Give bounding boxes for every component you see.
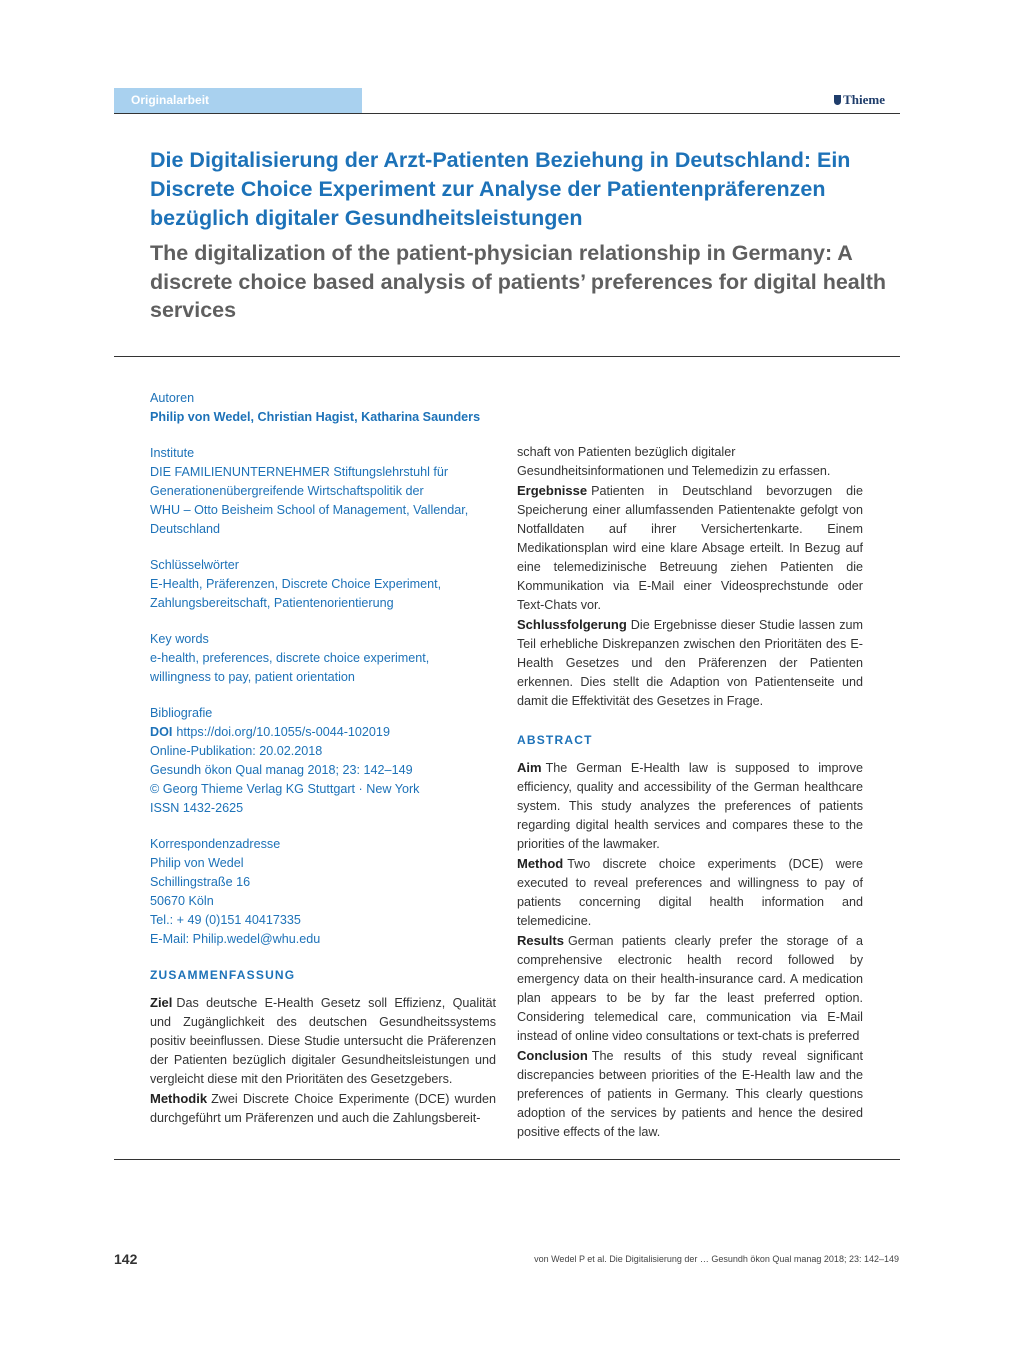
ergebnisse-paragraph xyxy=(517,481,863,615)
keywords-de-block xyxy=(150,556,496,613)
institute-label: Institute xyxy=(150,446,195,460)
methodik-label: Methodik xyxy=(150,1091,208,1106)
ziel-paragraph xyxy=(150,993,496,1089)
keywords-de-line: Zahlungsbereitschaft, Patientenorientierung xyxy=(150,596,394,610)
institute-line: Generationenübergreifende Wirtschaftspolitik der xyxy=(150,484,424,498)
bibliography-label: Bibliografie xyxy=(150,706,213,720)
schlussfolgerung-label: Schlussfolgerung xyxy=(517,617,627,632)
institute-block xyxy=(150,444,496,539)
results-label: Results xyxy=(517,933,564,948)
aim-paragraph xyxy=(517,758,863,854)
method-label: Method xyxy=(517,856,564,871)
ergebnisse-text: Patienten in Deutschland bevorzugen die Speicherung einer allumfassenden Patientenakte gefolgt von Notfalldaten auf ihrer Versichertenkarte. Einem Medikationsplan wird eine klare Absage erteilt. In Bezug auf eine telemedizinische Betreuung ziehen Patienten die Kommunikation via E-Mail einer Videosprechstunde oder Text-Chats vor. xyxy=(517,484,863,612)
section-label: Originalarbeit xyxy=(114,88,362,113)
keywords-en-block xyxy=(150,630,496,687)
correspondence-block xyxy=(150,835,496,949)
ziel-label: Ziel xyxy=(150,995,173,1010)
keywords-en-line: e-health, preferences, discrete choice experiment, xyxy=(150,651,430,665)
left-column xyxy=(150,389,496,1128)
method-text: Two discrete choice experiments (DCE) were executed to reveal preferences and willingness to pay of patients concerning digital health information and telemedicine. xyxy=(517,857,863,928)
results-text: German patients clearly prefer the storage of a comprehensive electronic health record followed by emergency data on their health-insurance card. A medication plan appears to be by far the least preferred option. Considering telemedical care, communication via E-Mail instead of online video consultations or text-chats is preferred xyxy=(517,934,863,1043)
doi-label: DOI xyxy=(150,725,173,739)
bibliography-block xyxy=(150,704,496,818)
methodik-text: Zwei Discrete Choice Experimente (DCE) wurden durchgeführt um Präferenzen und auch die Zahlungsbereit- xyxy=(150,1092,496,1125)
correspondence-line: 50670 Köln xyxy=(150,894,214,908)
header-divider xyxy=(114,113,900,114)
keywords-de-label: Schlüsselwörter xyxy=(150,558,239,572)
bibliography-line: Online-Publikation: 20.02.2018 xyxy=(150,744,323,758)
results-paragraph xyxy=(517,931,863,1046)
correspondence-email[interactable]: E-Mail: Philip.wedel@whu.edu xyxy=(150,932,321,946)
right-column xyxy=(517,443,863,1142)
keywords-de-line: E-Health, Präferenzen, Discrete Choice Experiment, xyxy=(150,577,442,591)
institute-line: Deutschland xyxy=(150,522,221,536)
aim-label: Aim xyxy=(517,760,542,775)
publisher-logo xyxy=(834,92,885,108)
institute-line: DIE FAMILIENUNTERNEHMER Stiftungslehrstuhl für xyxy=(150,465,449,479)
bottom-divider xyxy=(114,1159,900,1160)
methodik-continuation: schaft von Patienten bezüglich digitaler Gesundheitsinformationen und Telemedizin zu erfassen. xyxy=(517,445,831,478)
abstract-heading: ABSTRACT xyxy=(517,733,593,747)
thieme-shield-icon xyxy=(834,95,841,105)
title-divider xyxy=(114,356,900,357)
title-english: The digitalization of the patient-physician relationship in Germany: A discrete choice based analysis of patients’ preferences for digital health services xyxy=(150,241,887,322)
zusammenfassung-heading: ZUSAMMENFASSUNG xyxy=(150,968,296,982)
correspondence-line: Tel.: + 49 (0)151 40417335 xyxy=(150,913,301,927)
conclusion-paragraph xyxy=(517,1046,863,1142)
doi-line xyxy=(150,723,496,742)
authors-block xyxy=(150,389,496,427)
correspondence-line: Philip von Wedel xyxy=(150,856,244,870)
footer-citation: von Wedel P et al. Die Digitalisierung der … Gesundh ökon Qual manag 2018; 23: 142–149 xyxy=(534,1254,899,1264)
authors-list: Philip von Wedel, Christian Hagist, Katharina Saunders xyxy=(150,410,481,424)
method-paragraph xyxy=(517,854,863,931)
publisher-name: Thieme xyxy=(843,92,885,107)
title-german: Die Digitalisierung der Arzt-Patienten Beziehung in Deutschland: Ein Discrete Choice Experiment zur Analyse der Patientenpräferenzen bezüglich digitaler Gesundheitsleistungen xyxy=(150,148,851,230)
bibliography-line: Gesundh ökon Qual manag 2018; 23: 142–149 xyxy=(150,763,413,777)
correspondence-line: Schillingstraße 16 xyxy=(150,875,251,889)
authors-label: Autoren xyxy=(150,391,195,405)
keywords-en-line: willingness to pay, patient orientation xyxy=(150,670,355,684)
schlussfolgerung-paragraph xyxy=(517,615,863,711)
bibliography-line: © Georg Thieme Verlag KG Stuttgart · New York xyxy=(150,782,420,796)
conclusion-text: The results of this study reveal significant discrepancies between priorities of the E-Health law and the preferences of patients in Germany. This clearly questions adoption of the services by patients and hence the desired positive effects of the law. xyxy=(517,1049,863,1139)
bibliography-line: ISSN 1432-2625 xyxy=(150,801,244,815)
page-number: 142 xyxy=(114,1251,138,1267)
schlussfolgerung-text: Die Ergebnisse dieser Studie lassen zum Teil erhebliche Diskrepanzen zwischen den Prioritäten des E-Health Gesetzes und den Präferenzen der Patienten erkennen. Dies stellt die Adaption von Patientenseite und damit die Effektivität des Gesetzes in Frage. xyxy=(517,618,863,708)
correspondence-label: Korrespondenzadresse xyxy=(150,837,281,851)
ergebnisse-label: Ergebnisse xyxy=(517,483,588,498)
doi-link[interactable]: https://doi.org/10.1055/s-0044-102019 xyxy=(176,725,390,739)
ziel-text: Das deutsche E-Health Gesetz soll Effizienz, Qualität und Zugänglichkeit des deutschen Gesundheitssystems positiv beeinflussen. Diese Studie untersucht die Präferenzen der Patienten bezüglich digitaler Gesundheitsleistungen und vergleicht diese mit den Prioritäten des Gesetzgebers. xyxy=(150,996,496,1086)
aim-text: The German E-Health law is supposed to improve efficiency, quality and accessibility of the German healthcare system. This study analyzes the preferences of patients regarding digital health services and compares these to the priorities of the lawmaker. xyxy=(517,761,863,851)
methodik-paragraph xyxy=(150,1089,496,1128)
keywords-en-label: Key words xyxy=(150,632,209,646)
institute-line: WHU – Otto Beisheim School of Management, Vallendar, xyxy=(150,503,469,517)
conclusion-label: Conclusion xyxy=(517,1048,588,1063)
